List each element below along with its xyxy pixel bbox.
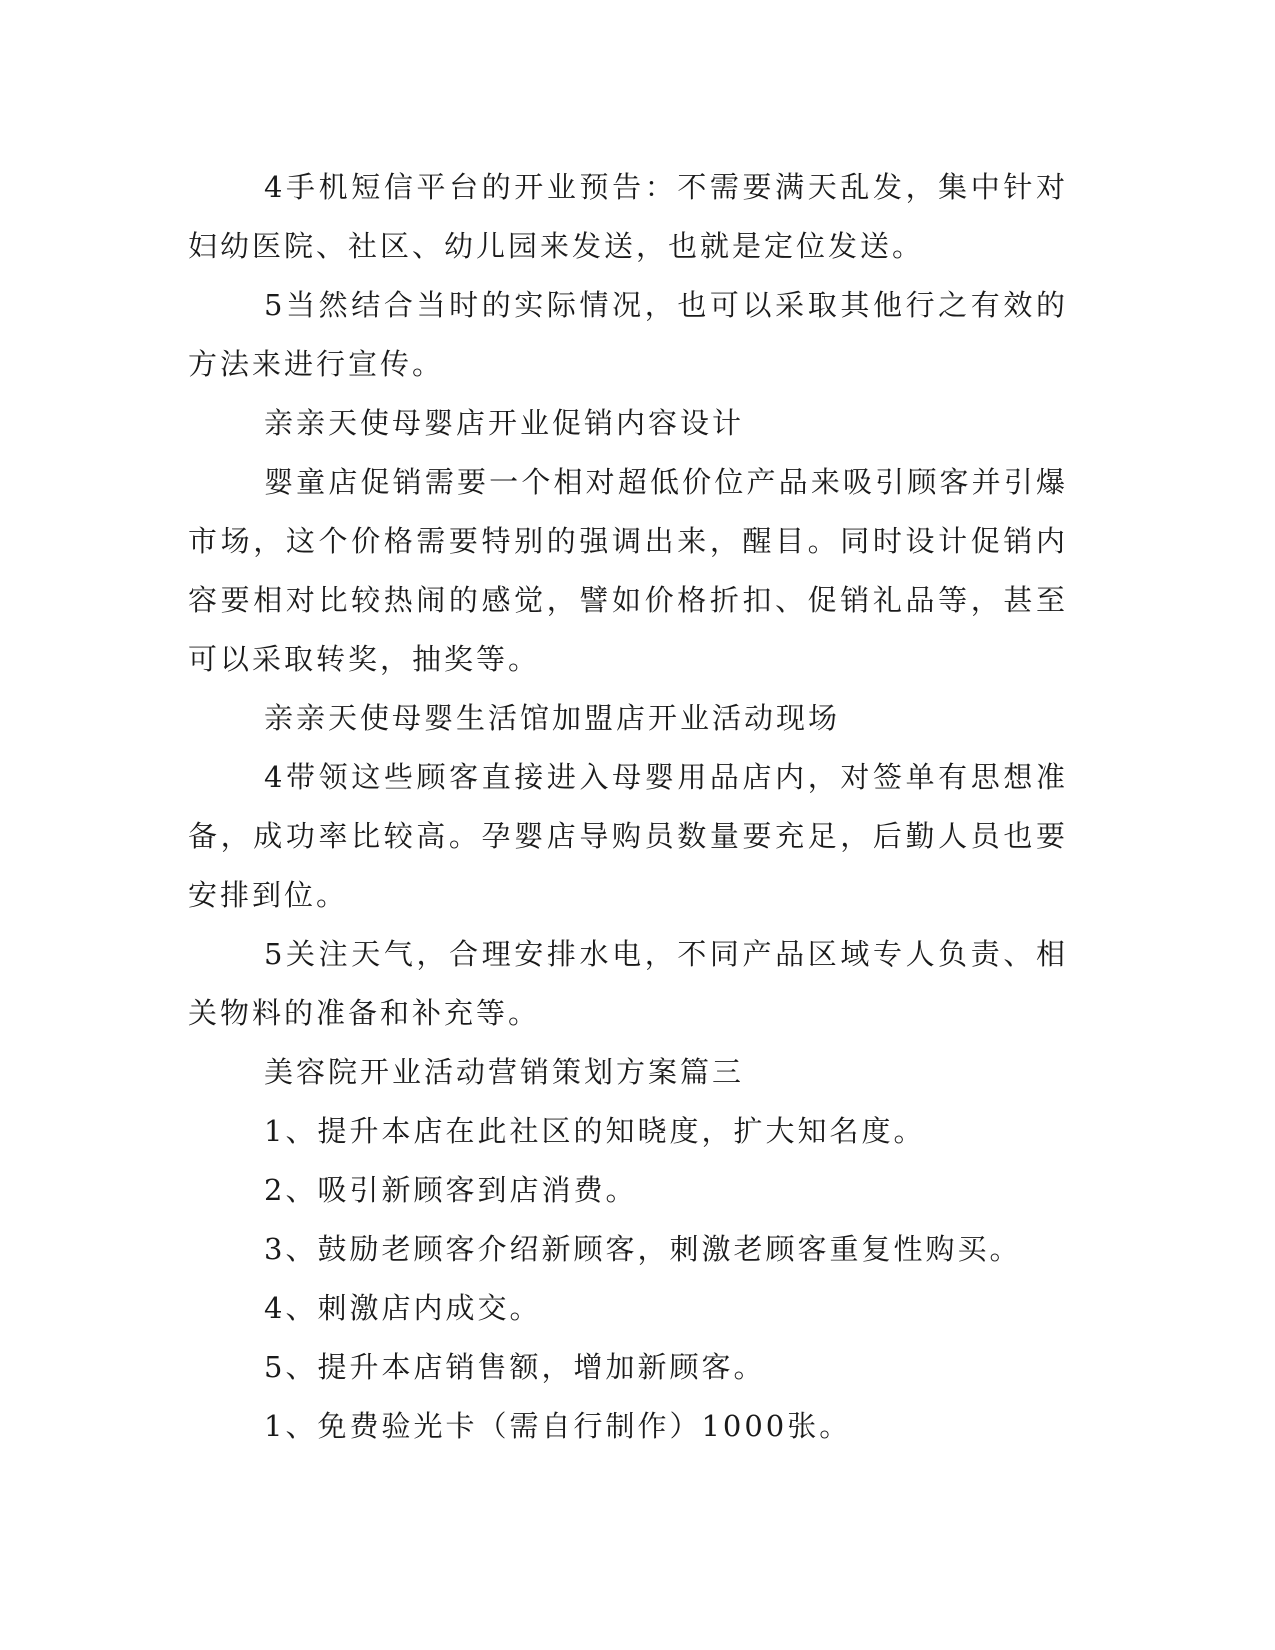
- list-item-referrals: 3、鼓励老顾客介绍新顾客，刺激老顾客重复性购买。: [264, 1232, 1022, 1266]
- list-item-new-customers: 2、吸引新顾客到店消费。: [264, 1173, 638, 1207]
- list-item-awareness: 1、提升本店在此社区的知晓度，扩大知名度。: [264, 1114, 926, 1148]
- list-item-in-store-deals: 4、刺激店内成交。: [264, 1291, 542, 1325]
- list-item-free-eye-test-card: 1、免费验光卡（需自行制作）1000张。: [264, 1409, 852, 1443]
- paragraph-sms-preview: 4手机短信平台的开业预告：不需要满天乱发，集中针对妇幼医院、社区、幼儿园来发送，也就是定位发送。: [188, 170, 1068, 263]
- heading-promotion-design: 亲亲天使母婴店开业促销内容设计: [264, 406, 745, 440]
- heading-opening-event-site: 亲亲天使母婴生活馆加盟店开业活动现场: [264, 701, 841, 735]
- paragraph-other-methods: 5当然结合当时的实际情况，也可以采取其他行之有效的方法来进行宣传。: [188, 288, 1068, 381]
- paragraph-weather-logistics: 5关注天气，合理安排水电，不同产品区域专人负责、相关物料的准备和补充等。: [188, 937, 1068, 1030]
- heading-beauty-salon-plan: 美容院开业活动营销策划方案篇三: [264, 1055, 745, 1089]
- paragraph-promotion-content: 婴童店促销需要一个相对超低价位产品来吸引顾客并引爆市场，这个价格需要特别的强调出来，醒目。同时设计促销内容要相对比较热闹的感觉，譬如价格折扣、促销礼品等，甚至可以采取转奖，抽奖等。: [188, 465, 1068, 676]
- document-body: [188, 158, 1068, 1456]
- paragraph-lead-customers: 4带领这些顾客直接进入母婴用品店内，对签单有思想准备，成功率比较高。孕婴店导购员数量要充足，后勤人员也要安排到位。: [188, 760, 1068, 912]
- list-item-sales-growth: 5、提升本店销售额，增加新顾客。: [264, 1350, 766, 1384]
